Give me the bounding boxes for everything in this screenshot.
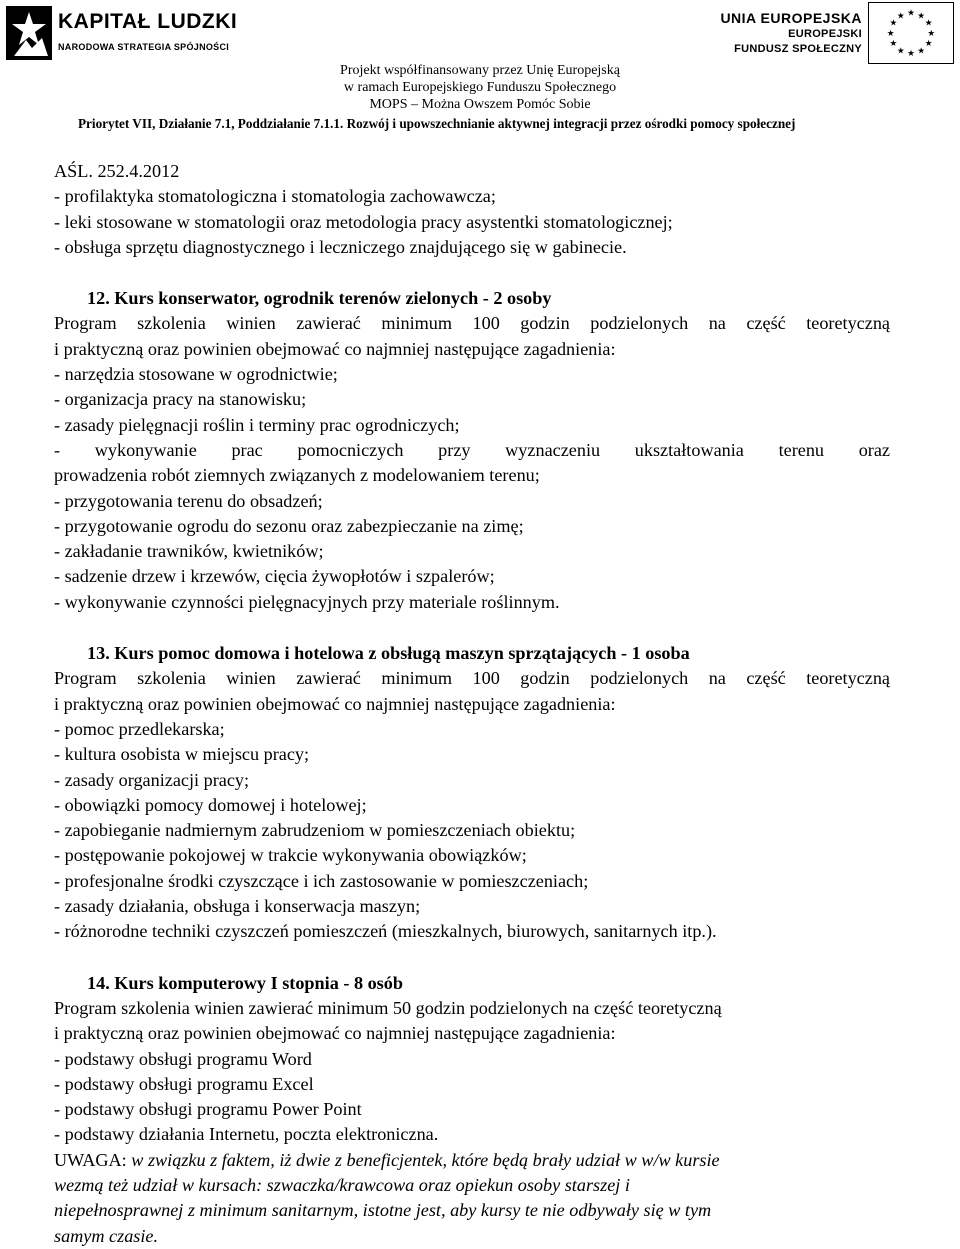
section-13-item: - różnorodne techniki czyszczeń pomieszczeń (mieszkalnych, biurowych, sanitarnych itp.). (54, 921, 717, 942)
document-body (54, 159, 890, 1249)
kl-subtitle: NARODOWA STRATEGIA SPÓJNOŚCI (58, 42, 230, 52)
eu-star-icon: ★ (886, 28, 895, 39)
eu-star-icon: ★ (917, 11, 926, 22)
page-header (0, 0, 960, 140)
eu-line3: FUNDUSZ SPOŁECZNY (734, 43, 862, 55)
eu-star-icon: ★ (896, 11, 905, 22)
note-line3: niepełnosprawnej z minimum sanitarnym, istotne jest, aby kursy te nie odbywały się w tym (54, 1200, 712, 1221)
project-line2: w ramach Europejskiego Funduszu Społecznego (343, 80, 617, 95)
section-13-item: - profesjonalne środki czyszczące i ich zastosowanie w pomieszczeniach; (54, 870, 589, 891)
document-reference: AŚL. 252.4.2012 (54, 161, 180, 181)
kl-name: KAPITAŁ LUDZKI (58, 10, 238, 33)
intro-item: - obsługa sprzętu diagnostycznego i leczniczego znajdującego się w gabinecie. (54, 236, 627, 257)
section-12-item: - przygotowanie ogrodu do sezonu oraz zabezpieczanie na zimę; (54, 515, 524, 536)
note-line2: wezmą też udział w kursach: szwaczka/krawcowa oraz opiekun osoby starszej i (54, 1174, 630, 1195)
intro-item: - profilaktyka stomatologiczna i stomatologia zachowawcza; (54, 186, 496, 207)
eu-line1: UNIA EUROPEJSKA (720, 10, 862, 26)
eu-star-icon: ★ (927, 28, 936, 39)
section-13-item: - zasady organizacji pracy; (54, 769, 250, 790)
project-line3: MOPS – Można Owszem Pomóc Sobie (369, 97, 591, 112)
section-14-item: - podstawy obsługi programu Excel (54, 1073, 314, 1094)
section-13-item: - obowiązki pomocy domowej i hotelowej; (54, 794, 367, 815)
section-13-line: Program szkolenia winien zawierać minimum 100 godzin podzielonych na część teoretyczną (54, 668, 890, 689)
eu-star-icon: ★ (924, 18, 933, 29)
section-12-item: - zakładanie trawników, kwietników; (54, 541, 324, 562)
priority-line: Priorytet VII, Działanie 7.1, Poddziałanie 7.1.1. Rozwój i upowszechnianie aktywnej integracji przez ośrodki pomocy społecznej (78, 116, 796, 131)
section-12-title: 12. Kurs konserwator, ogrodnik terenów zielonych - 2 osoby (87, 288, 552, 309)
note-line4: samym czasie. (54, 1225, 159, 1246)
section-12-item: - wykonywanie prac pomocniczych przy wyznaczeniu ukształtowania terenu oraz (54, 439, 890, 460)
intro-item: - leki stosowane w stomatologii oraz metodologia pracy asystentki stomatologicznej; (54, 211, 673, 232)
eu-star-icon: ★ (889, 39, 898, 50)
eu-star-icon: ★ (896, 46, 905, 57)
section-13-item: - zapobieganie nadmiernym zabrudzeniom w pomieszczeniach obiektu; (54, 820, 576, 841)
eu-label (692, 10, 862, 57)
project-info (0, 62, 960, 113)
section-13-title: 13. Kurs pomoc domowa i hotelowa z obsługą maszyn sprzątających - 1 osoba (87, 643, 690, 664)
section-13-line: i praktyczną oraz powinien obejmować co najmniej następujące zagadnienia: (54, 693, 616, 714)
section-12-item: - wykonywanie czynności pielęgnacyjnych przy materiale roślinnym. (54, 591, 560, 612)
section-13-item: - pomoc przedlekarska; (54, 718, 225, 739)
section-14-item: - podstawy obsługi programu Word (54, 1048, 312, 1069)
section-14-title: 14. Kurs komputerowy I stopnia - 8 osób (87, 972, 403, 993)
note-line1 (54, 1148, 890, 1173)
eu-star-icon: ★ (924, 39, 933, 50)
eu-line2: EUROPEJSKI (788, 28, 862, 40)
section-13-item: - postępowanie pokojowej w trakcie wykonywania obowiązków; (54, 845, 527, 866)
section-14-item: - podstawy działania Internetu, poczta elektroniczna. (54, 1124, 439, 1145)
project-line1: Projekt współfinansowany przez Unię Europejską (340, 63, 620, 78)
eu-star-icon: ★ (889, 18, 898, 29)
eu-star-icon: ★ (917, 46, 926, 57)
eu-flag-icon (868, 2, 954, 64)
section-12-item: - zasady pielęgnacji roślin i terminy prac ogrodniczych; (54, 414, 460, 435)
section-12-line: i praktyczną oraz powinien obejmować co najmniej następujące zagadnienia: (54, 338, 616, 359)
section-12-item: - narzędzia stosowane w ogrodnictwie; (54, 364, 338, 385)
note-text: w związku z faktem, iż dwie z beneficjentek, które będą brały udział w w/w kursie (131, 1149, 720, 1170)
section-14-item: - podstawy obsługi programu Power Point (54, 1099, 362, 1120)
section-12-item: prowadzenia robót ziemnych związanych z modelowaniem terenu; (54, 465, 540, 486)
eu-star-icon: ★ (907, 49, 915, 60)
note-label: UWAGA: (54, 1149, 127, 1170)
section-12-item: - sadzenie drzew i krzewów, cięcia żywopłotów i szpalerów; (54, 566, 495, 587)
section-12-item: - przygotowania terenu do obsadzeń; (54, 490, 323, 511)
section-13-item: - kultura osobista w miejscu pracy; (54, 744, 310, 765)
section-13-item: - zasady działania, obsługa i konserwacja maszyn; (54, 896, 421, 917)
section-12-line: Program szkolenia winien zawierać minimum 100 godzin podzielonych na część teoretyczną (54, 313, 890, 334)
section-14-line: Program szkolenia winien zawierać minimum 50 godzin podzielonych na część teoretyczną (54, 997, 722, 1018)
section-12-item: - organizacja pracy na stanowisku; (54, 389, 307, 410)
eu-star-icon: ★ (907, 8, 915, 19)
section-14-line: i praktyczną oraz powinien obejmować co najmniej następujące zagadnienia: (54, 1023, 616, 1044)
